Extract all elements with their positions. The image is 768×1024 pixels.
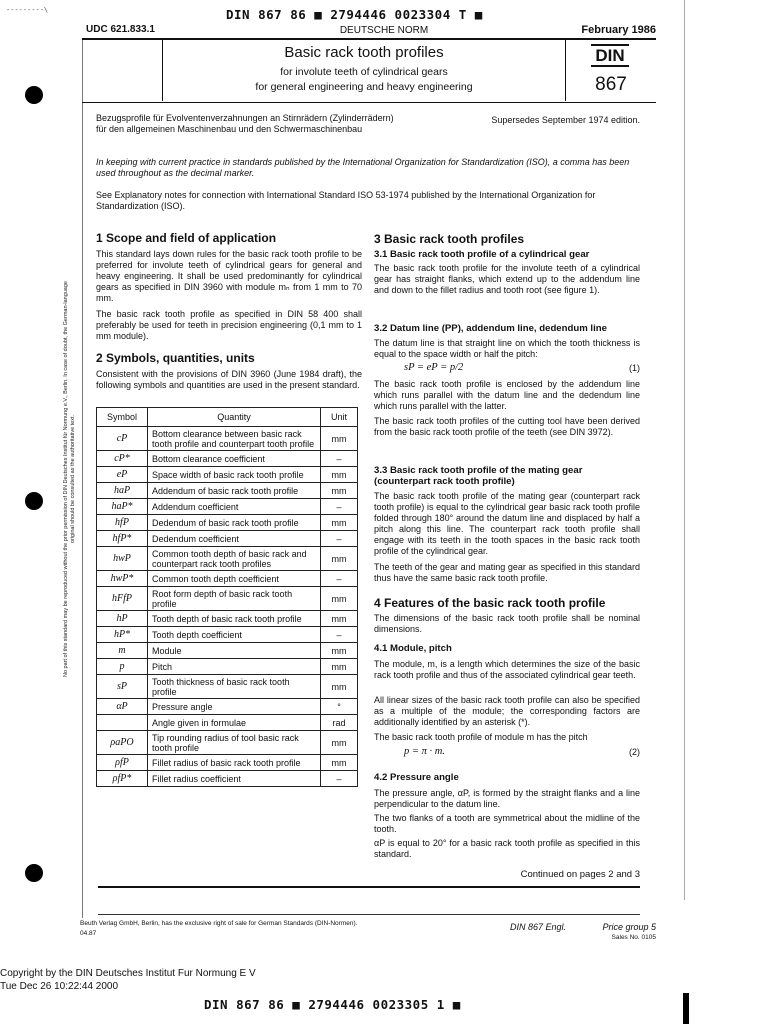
table-row [97,499,358,515]
table-cell-unit: – [321,499,358,515]
section-4-2-heading: 4.2 Pressure angle [374,772,459,783]
document-subtitle-1: for involute teeth of cylindrical gears [280,66,448,78]
table-row [97,699,358,715]
din-number: 867 [595,74,627,95]
table-cell-unit: mm [321,755,358,771]
table-cell-quantity: Dedendum of basic rack tooth profile [148,515,321,531]
section-1-paragraph-2: The basic rack tooth profile as specified in DIN 58 400 shall preferably be used for teeth in precision engineering (0,1 mm to 1 mm module). [96,309,362,341]
table-cell-symbol: eP [97,467,148,483]
copyright-side-note: No part of this standard may be reproduced without the prior permission of DIN Deutsches Institut für Normung e.V., Berlin. In case of doubt, the German-language original should be consulted as the authoritative text. [63,281,76,678]
table-cell-symbol: hwP [97,547,148,571]
continued-note: Continued on pages 2 and 3 [520,869,640,880]
table-cell-unit: mm [321,483,358,499]
table-cell-symbol: hfP [97,515,148,531]
table-row [97,675,358,699]
table-cell-unit: – [321,571,358,587]
table-cell-quantity: Pressure angle [148,699,321,715]
udc-number: UDC 621.833.1 [86,24,155,35]
column-header-quantity: Quantity [148,408,321,427]
section-4-1-paragraph-1: The module, m, is a length which determines the size of the basic rack tooth profile and thus of the associated cylindrical gear teeth. [374,659,640,680]
din-logo-text: DIN [591,44,628,67]
table-row [97,659,358,675]
section-3-3-paragraph-1: The basic rack tooth profile of the mating gear (counterpart rack tooth profile) is equal to the cylindrical gear basic rack tooth profile folded through 180° around the datum line and displaced by half a pitch along this line. The counterpart rack tooth profile shall engage with its teeth in the tooth spaces in the basic rack tooth profile of the cylindrical gear. [374,491,640,556]
table-cell-unit: – [321,531,358,547]
table-cell-symbol: hP* [97,627,148,643]
symbols-table-header [97,408,358,427]
symbols-table [96,407,358,787]
formula-2-number: (2) [629,747,640,757]
german-title: Bezugsprofile für Evolventenverzahnungen an Stirnrädern (Zylinderrädern) für den allgemeinen Maschinenbau und den Schwermaschinenbau [96,113,394,134]
table-cell-quantity: Bottom clearance coefficient [148,451,321,467]
formula-1-number: (1) [629,363,640,373]
table-cell-symbol: αP [97,699,148,715]
binder-hole-bottom [25,864,43,882]
copyright-line-1: Copyright by the DIN Deutsches Institut Fur Normung E V [0,968,256,979]
table-cell-unit: mm [321,467,358,483]
table-cell-quantity: Angle given in formulae [148,715,321,731]
column-header-unit: Unit [321,408,358,427]
table-cell-unit: rad [321,715,358,731]
table-row [97,571,358,587]
table-row [97,643,358,659]
table-cell-symbol: m [97,643,148,659]
iso-decimal-note: In keeping with current practice in standards published by the International Organization for Standardization (ISO), a comma has been used throughout as the decimal marker. [96,157,630,178]
scan-edge-bar [683,993,689,1024]
copyright-line-2: Tue Dec 26 10:22:44 2000 [0,981,119,992]
table-cell-quantity: Tooth depth of basic rack tooth profile [148,611,321,627]
section-4-heading: 4 Features of the basic rack tooth profile [374,596,606,610]
din-logo [580,44,640,67]
footer-code: 04.87 [80,930,97,937]
table-row [97,547,358,571]
symbols-table-body [97,427,358,787]
table-cell-quantity: Tip rounding radius of tool basic rack tooth profile [148,731,321,755]
table-cell-symbol: p [97,659,148,675]
section-1-paragraph-1: This standard lays down rules for the basic rack tooth profile to be preferred for involute teeth of cylindrical gears for general and heavy engineering. It shall be used predominantly for cylindrical gears as specified in DIN 3960 with module mₙ from 1 mm to 70 mm. [96,249,362,303]
price-group: Price group 5 [602,922,656,932]
section-3-2-paragraph-3: The basic rack tooth profiles of the cutting tool have been derived from the basic rack tooth profile of the teeth (see DIN 3972). [374,416,640,437]
table-cell-quantity: Tooth thickness of basic rack tooth profile [148,675,321,699]
table-cell-symbol: haP [97,483,148,499]
table-row [97,451,358,467]
table-row [97,755,358,771]
footer-rule-top [98,886,640,888]
table-cell-symbol [97,715,148,731]
table-cell-symbol: sP [97,675,148,699]
table-row [97,531,358,547]
table-cell-symbol: hP [97,611,148,627]
section-4-1-paragraph-3: The basic rack tooth profile of module m has the pitch [374,732,588,742]
binder-hole-middle [25,492,43,510]
table-cell-unit: mm [321,659,358,675]
formula-2: p = π · m. [404,746,445,757]
section-4-2-paragraph-2: The two flanks of a tooth are symmetrical about the midline of the tooth. [374,813,640,834]
table-cell-quantity: Addendum coefficient [148,499,321,515]
table-cell-symbol: hFfP [97,587,148,611]
publisher-note: Beuth Verlag GmbH, Berlin, has the exclusive right of sale for German Standards (DIN-Normen). [80,920,358,927]
table-row [97,771,358,787]
table-cell-unit: mm [321,547,358,571]
section-3-heading: 3 Basic rack tooth profiles [374,232,525,246]
table-cell-unit: mm [321,587,358,611]
explanatory-note: See Explanatory notes for connection with International Standard ISO 53-1974 published by the International Organization for Standardization (ISO). [96,190,596,211]
section-3-1-heading: 3.1 Basic rack tooth profile of a cylindrical gear [374,249,590,260]
sales-number: Sales No. 0105 [611,934,656,941]
table-cell-quantity: Pitch [148,659,321,675]
supersedes-note: Supersedes September 1974 edition. [491,115,640,125]
table-row [97,715,358,731]
section-4-1-paragraph-2: All linear sizes of the basic rack tooth profile can also be specified as a multiple of the module; the corresponding factors are additionally identified by an asterisk (*). [374,695,640,727]
table-cell-quantity: Fillet radius coefficient [148,771,321,787]
table-cell-quantity: Module [148,643,321,659]
table-cell-quantity: Space width of basic rack tooth profile [148,467,321,483]
table-cell-unit: mm [321,427,358,451]
section-4-paragraph: The dimensions of the basic rack tooth profile shall be nominal dimensions. [374,613,640,634]
section-3-3-heading: 3.3 Basic rack tooth profile of the mating gear (counterpart rack tooth profile) [374,465,583,487]
section-2-heading: 2 Symbols, quantities, units [96,351,255,365]
table-row [97,611,358,627]
section-3-2-paragraph-1: The datum line is that straight line on which the tooth thickness is equal to the space width or half the pitch: [374,338,640,359]
deutsche-norm: DEUTSCHE NORM [339,25,429,36]
din-engl-label: DIN 867 Engl. [510,922,567,932]
table-cell-unit: mm [321,611,358,627]
table-row [97,427,358,451]
table-cell-unit: – [321,627,358,643]
table-cell-quantity: Common tooth depth coefficient [148,571,321,587]
section-1-heading: 1 Scope and field of application [96,231,277,245]
table-cell-symbol: haP* [97,499,148,515]
table-cell-quantity: Dedendum coefficient [148,531,321,547]
table-cell-symbol: hwP* [97,571,148,587]
table-row [97,627,358,643]
table-cell-quantity: Bottom clearance between basic rack tooth profile and counterpart tooth profile [148,427,321,451]
table-row [97,515,358,531]
table-row [97,483,358,499]
table-cell-symbol: cP [97,427,148,451]
section-3-2-heading: 3.2 Datum line (PP), addendum line, dedendum line [374,323,607,334]
symbols-table-wrapper [96,407,358,787]
table-cell-symbol: cP* [97,451,148,467]
table-row [97,467,358,483]
section-4-2-paragraph-3: αP is equal to 20° for a basic rack tooth profile as specified in this standard. [374,838,640,859]
section-3-3-paragraph-2: The teeth of the gear and mating gear as specified in this standard thus have the same basic rack tooth profile. [374,562,640,583]
table-cell-unit: ° [321,699,358,715]
section-2-paragraph-1: Consistent with the provisions of DIN 3960 (June 1984 draft), the following symbols and quantities are used in the present standard. [96,369,362,390]
table-cell-unit: mm [321,515,358,531]
binder-hole-top [25,86,43,104]
section-3-1-paragraph: The basic rack tooth profile for the involute teeth of a cylindrical gear has straight flanks, which extend up to the addendum line and down to the fillet radius and tooth root (see figure 1). [374,263,640,295]
table-row [97,731,358,755]
table-cell-unit: mm [321,675,358,699]
table-cell-unit: mm [321,731,358,755]
table-cell-quantity: Addendum of basic rack tooth profile [148,483,321,499]
bottom-scan-code: DIN 867 86 ■ 2794446 0023305 1 ■ [204,997,461,1012]
section-3-2-paragraph-2: The basic rack tooth profile is enclosed by the addendum line which runs parallel with the datum line and the dedendum line which runs parallel with the latter. [374,379,640,411]
footer-rule-bottom [98,914,640,915]
formula-1: sP = eP = p/2 [404,362,464,373]
corner-scan-mark: ---------\ [6,6,49,14]
table-cell-symbol: hfP* [97,531,148,547]
table-cell-symbol: ρfP* [97,771,148,787]
top-scan-code: DIN 867 86 ■ 2794446 0023304 T ■ [226,7,483,22]
table-cell-symbol: ρfP [97,755,148,771]
table-row [97,587,358,611]
document-title: Basic rack tooth profiles [284,44,444,61]
table-cell-unit: – [321,451,358,467]
column-header-symbol: Symbol [97,408,148,427]
table-cell-unit: – [321,771,358,787]
table-cell-quantity: Tooth depth coefficient [148,627,321,643]
document-subtitle-2: for general engineering and heavy engineering [255,81,473,93]
page-left-edge [82,38,83,918]
page-right-edge [684,0,685,900]
section-4-2-paragraph-1: The pressure angle, αP, is formed by the straight flanks and a line perpendicular to the datum line. [374,788,640,809]
table-cell-quantity: Root form depth of basic rack tooth profile [148,587,321,611]
table-cell-quantity: Common tooth depth of basic rack and counterpart rack tooth profiles [148,547,321,571]
table-cell-unit: mm [321,643,358,659]
table-cell-quantity: Fillet radius of basic rack tooth profile [148,755,321,771]
issue-date: February 1986 [581,24,656,36]
table-cell-symbol: ρaPO [97,731,148,755]
section-4-1-heading: 4.1 Module, pitch [374,643,452,654]
